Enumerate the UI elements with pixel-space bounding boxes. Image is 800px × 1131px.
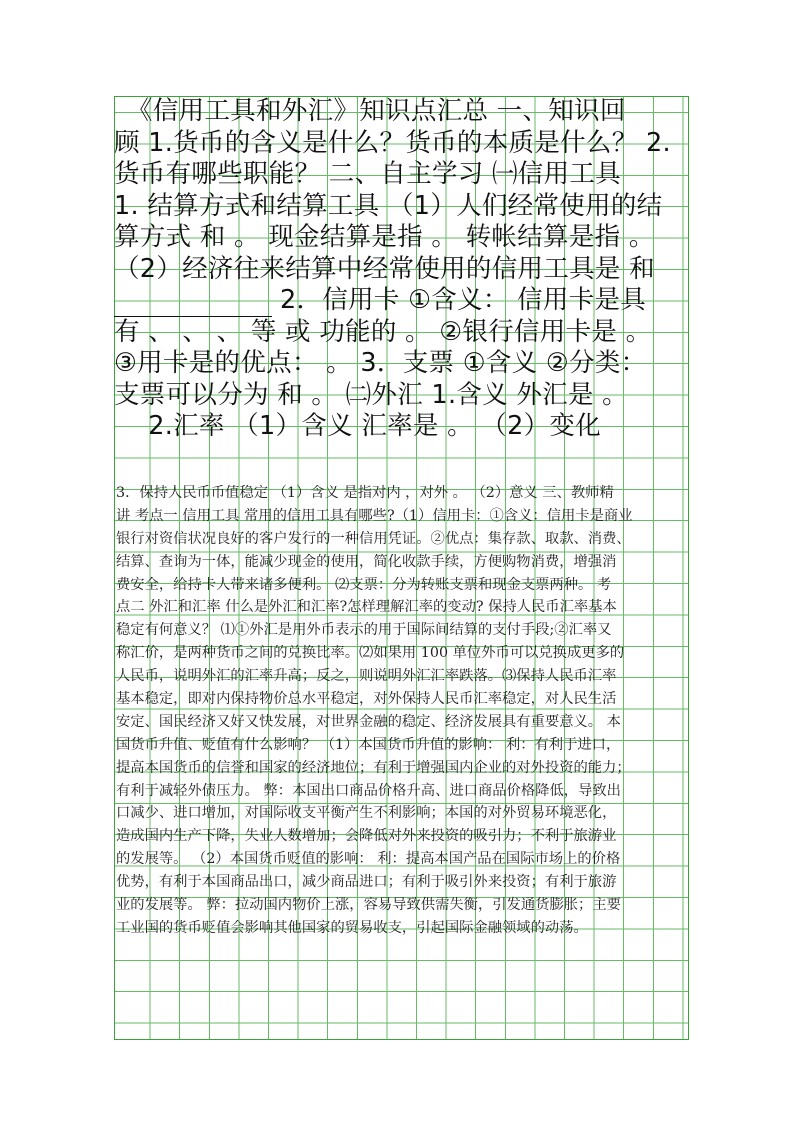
body-line: 点二 外汇和汇率 什么是外汇和汇率?怎样理解汇率的变动? 保持人民币汇率基本	[116, 599, 617, 616]
body-line: 造成国内生产下降，失业人数增加；会降低对外来投资的吸引力；不利于旅游业	[116, 828, 617, 845]
body-line: 人民币，说明外汇的汇率升高；反之，则说明外汇汇率跌落。⑶保持人民币汇率	[116, 668, 617, 685]
body-line: 费安全，给持卡人带来诸多便利。 ⑵支票：分为转账支票和现金支票两种。 考	[116, 576, 612, 593]
heading-line: ③用卡是的优点： 。 3．支票 ①含义 ②分类：	[114, 348, 647, 378]
heading-line: 算方式 和 。 现金结算是指 。 转帐结算是指 。	[114, 222, 655, 252]
body-line: 稳定有何意义？ ⑴①外汇是用外币表示的用于国际间结算的支付手段;②汇率又	[116, 622, 612, 639]
body-line: 口减少、进口增加，对国际收支平衡产生不利影响；本国的对外贸易环境恶化，	[116, 805, 617, 822]
heading-line: 2.汇率 （1）含义 汇率是 。 （2）变化	[114, 411, 602, 441]
body-line: 有利于减轻外债压力。 弊：本国出口商品价格升高、进口商品价格降低，导致出	[116, 782, 621, 799]
fill-in-blank	[114, 290, 272, 317]
body-line: 结算、查询为一体，能减少现金的使用，简化收款手续，方便购物消费，增强消	[116, 553, 617, 570]
body-line: 称汇价，是两种货币之间的兑换比率。⑵如果用 100 单位外币可以兑换成更多的	[116, 645, 625, 662]
heading-line: 货币有哪些职能？ 二、自主学习 ㈠信用工具	[114, 159, 622, 189]
heading-line: 有 、 、 、 等 或 功能的 。 ②银行信用卡是 。	[114, 316, 652, 347]
body-line: 的发展等。 （2）本国货币贬值的影响： 利：提高本国产品在国际市场上的价格	[116, 851, 621, 868]
heading-line: 支票可以分为 和 。 ㈡外汇 1.含义 外汇是 。	[114, 379, 628, 410]
heading-line: 顾 1.货币的含义是什么？货币的本质是什么？ 2.	[114, 127, 671, 158]
heading-line-text: 2．信用卡 ①含义： 信用卡是具	[280, 285, 647, 315]
body-line: 讲 考点一 信用工具 常用的信用工具有哪些?（1）信用卡：①含义：信用卡是商业	[116, 507, 633, 524]
body-line: 3．保持人民币币值稳定 （1）含义 是指对内 ，对外 。 （2）意义 三、教师精	[116, 485, 614, 501]
body-line: 优势，有利于本国商品出口，减少商品进口；有利于吸引外来投资；有利于旅游	[116, 874, 617, 891]
body-line: 工业国的货币贬值会影响其他国家的贸易收支，引起国际金融领域的动荡。	[116, 919, 588, 936]
heading-line: 《信用工具和外汇》知识点汇总 一、知识回	[114, 96, 626, 126]
body-line: 银行对资信状况良好的客户发行的一种信用凭证。②优点：集存款、取款、消费、	[116, 530, 631, 547]
heading-line-with-blank	[114, 285, 699, 317]
body-section	[116, 482, 694, 940]
heading-line: （2）经济往来结算中经常使用的信用工具是 和	[114, 253, 655, 284]
body-line: 提高本国货币的信誉和国家的经济地位；有利于增强国内企业的对外投资的能力；	[116, 759, 631, 776]
body-line: 安定、国民经济又好又快发展，对世界金融的稳定、经济发展具有重要意义。 本	[116, 713, 621, 730]
heading-section	[114, 96, 699, 443]
body-line: 国货币升值、贬值有什么影响？ （1）本国货币升值的影响： 利：有利于进口，	[116, 736, 621, 753]
body-line: 业的发展等。 弊：拉动国内物价上涨，容易导致供需失衡，引发通货膨胀；主要	[116, 897, 621, 914]
body-line: 基本稳定，即对内保持物价总水平稳定，对外保持人民币汇率稳定，对人民生活	[116, 691, 617, 708]
heading-line: 1. 结算方式和结算工具 （1）人们经常使用的结	[114, 190, 663, 221]
